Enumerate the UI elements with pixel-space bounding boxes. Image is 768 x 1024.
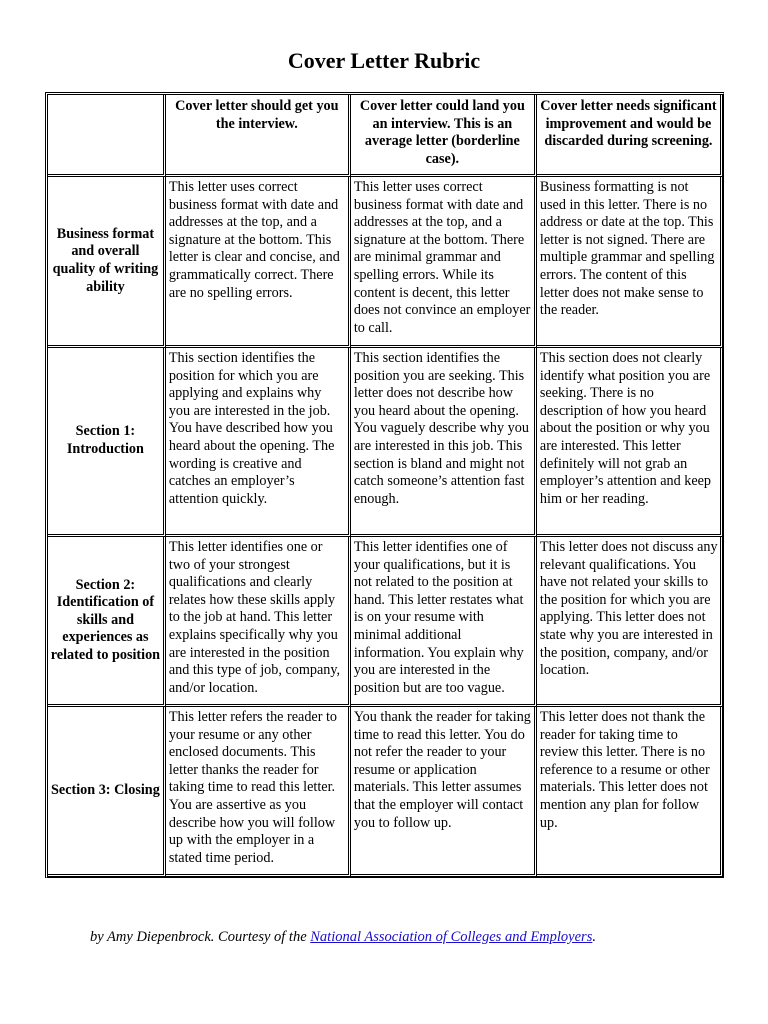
- table-row: [48, 348, 723, 537]
- row-label-business-format: Business format and overall quality of writing ability: [48, 177, 166, 348]
- header-cell-strong: Cover letter should get you the interview.: [166, 95, 351, 177]
- attribution: [90, 928, 596, 946]
- rubric-table: [45, 92, 724, 878]
- table-row: [48, 707, 723, 877]
- table-row: [48, 537, 723, 707]
- header-cell-weak: Cover letter needs significant improvement and would be discarded during screening.: [537, 95, 723, 177]
- table-cell: You thank the reader for taking time to read this letter. You do not refer the reader to your resume or application materials. This letter assumes that the employer will contact you to follow up.: [351, 707, 537, 877]
- table-cell: This letter identifies one or two of your strongest qualifications and clearly relates how these skills apply to the job at hand. This letter explains specifically why you are interested in the position and this type of job, company, and/or location.: [166, 537, 351, 707]
- header-row: [48, 95, 723, 177]
- table-cell: This letter uses correct business format with date and addresses at the top, and a signature at the bottom. There are minimal grammar and spelling errors. While its content is decent, this letter does not convince an employer to call.: [351, 177, 537, 348]
- table-cell: Business formatting is not used in this letter. There is no address or date at the top. This letter is not signed. There are multiple grammar and spelling errors. The content of this letter does not make sense to the reader.: [537, 177, 723, 348]
- header-cell-average: Cover letter could land you an interview. This is an average letter (borderline case).: [351, 95, 537, 177]
- row-label-introduction: Section 1: Introduction: [48, 348, 166, 537]
- table-cell: This section identifies the position you are seeking. This letter does not describe how you heard about the opening. You vaguely describe why you are interested in this job. This section is bland and might not catch someone’s attention fast enough.: [351, 348, 537, 537]
- row-label-closing: Section 3: Closing: [48, 707, 166, 877]
- nace-link[interactable]: National Association of Colleges and Employers: [310, 929, 593, 945]
- page-title: Cover Letter Rubric: [287, 48, 481, 73]
- table-cell: This letter does not discuss any relevant qualifications. You have not related your skills to the position for which you are applying. This letter does not state why you are interested in the position, company, and/or location.: [537, 537, 723, 707]
- table-cell: This letter refers the reader to your resume or any other enclosed documents. This letter thanks the reader for taking time to read this letter. You are assertive as you describe how you will follow up with the employer in a stated time period.: [166, 707, 351, 877]
- row-label-skills: Section 2: Identification of skills and experiences as related to position: [48, 537, 166, 707]
- attribution-prefix: by Amy Diepenbrock. Courtesy of the: [90, 929, 311, 945]
- table-cell: This letter uses correct business format with date and addresses at the top, and a signature at the bottom. This letter is clear and concise, and grammatically correct. There are no spelling errors.: [166, 177, 351, 348]
- table-cell: This section does not clearly identify what position you are seeking. There is no description of how you heard about the position or why you are interested. This letter definitely will not grab an employer’s attention and keep him or her reading.: [537, 348, 723, 537]
- table-cell: This section identifies the position for which you are applying and explains why you are interested in the job. You have described how you heard about the opening. The wording is creative and catches an employer’s attention quickly.: [166, 348, 351, 537]
- table-cell: This letter identifies one of your qualifications, but it is not related to the position at hand. This letter restates what is on your resume with minimal additional information. You explain why you are interested in the position but are too vague.: [351, 537, 537, 707]
- header-cell-empty: [48, 95, 166, 177]
- attribution-suffix: .: [592, 929, 596, 945]
- table-row: [48, 177, 723, 348]
- table-cell: This letter does not thank the reader for taking time to review this letter. There is no reference to a resume or other materials. This letter does not mention any plan for follow up.: [537, 707, 723, 877]
